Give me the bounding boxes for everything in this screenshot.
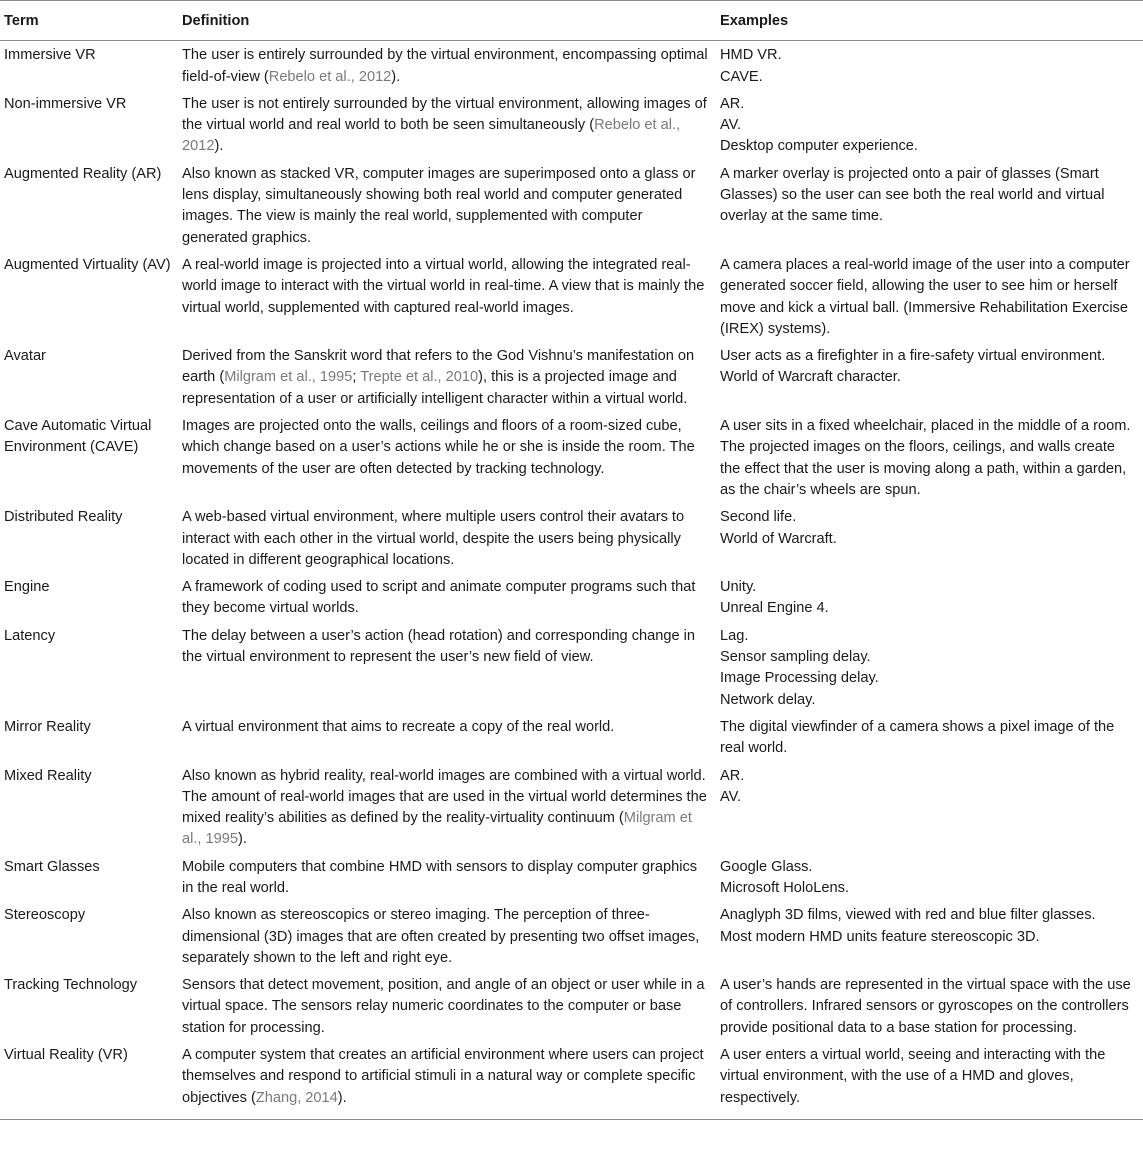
definition-text: A web-based virtual environment, where multiple users control their avatars to interact with each other in the virtual world, despite the users being physically located in different geographical locations. [182,509,685,568]
table-row [0,713,1143,762]
definition-text: Sensors that detect movement, position, and angle of an object or user while in a virtual space. The sensors relay numeric coordinates to the computer or base station for processing. [182,977,705,1036]
term-cell [0,503,178,573]
example-item: Sensor sampling delay. [720,649,871,666]
definition-cell [178,1041,716,1119]
definition-text: A virtual environment that aims to recreate a copy of the real world. [182,718,615,735]
header-row [0,1,1143,41]
definition-cell [178,573,716,622]
citation-link[interactable]: Zhang, 2014 [255,1089,338,1106]
term-cell [0,901,178,971]
term-text: Mirror Reality [4,718,91,735]
examples-cell [716,573,1143,622]
table-row [0,762,1143,853]
example-item: A camera places a real-world image of the user into a computer generated soccer field, allowing the user to see him or herself move and kick a virtual ball. (Immersive Rehabilitation Exercise (IREX) systems). [720,256,1130,337]
example-item: Lag. [720,627,749,644]
example-item: Desktop computer experience. [720,138,918,155]
table-row [0,503,1143,573]
definition-text: ). [391,68,401,85]
table-row [0,971,1143,1041]
definition-text: Also known as stacked VR, computer images are superimposed onto a glass or lens display, simultaneously showing both real world and computer generated images. The view is mainly the real world, supplemented with computer generated graphics. [182,165,696,246]
examples-cell [716,503,1143,573]
examples-cell [716,41,1143,90]
definition-cell [178,503,716,573]
example-item: User acts as a firefighter in a fire-safety virtual environment. [720,348,1106,365]
example-item: A user’s hands are represented in the virtual space with the use of controllers. Infrared sensors or gyroscopes on the controllers provide positional data to a base station for processing. [720,977,1131,1036]
table-row [0,1041,1143,1119]
examples-cell [716,251,1143,342]
definition-text: The user is not entirely surrounded by the virtual environment, allowing images of the virtual world and real world to both be seen simultaneously ( [182,95,707,134]
examples-cell [716,853,1143,902]
definition-cell [178,971,716,1041]
example-item: World of Warcraft character. [720,369,901,386]
example-item: CAVE. [720,68,763,85]
term-text: Augmented Reality (AR) [4,165,162,182]
term-cell [0,622,178,713]
definition-text: ; [352,369,361,386]
definition-cell [178,901,716,971]
example-item: AR. [720,95,745,112]
example-item: The digital viewfinder of a camera shows a pixel image of the real world. [720,718,1115,757]
table-body [0,41,1143,1120]
example-item: World of Warcraft. [720,530,837,547]
term-text: Mixed Reality [4,767,92,784]
example-item: Image Processing delay. [720,670,879,687]
table-row [0,160,1143,251]
term-cell [0,90,178,160]
example-item: AV. [720,117,742,134]
header-definition: Definition [178,1,716,41]
table-row [0,251,1143,342]
definition-text: ). [214,138,224,155]
examples-cell [716,762,1143,853]
examples-cell [716,971,1143,1041]
table-row [0,342,1143,412]
definition-cell [178,160,716,251]
examples-cell [716,90,1143,160]
term-text: Engine [4,579,50,596]
example-item: Google Glass. [720,858,813,875]
example-item: Unreal Engine 4. [720,600,829,617]
term-cell [0,971,178,1041]
term-cell [0,762,178,853]
definition-text: A computer system that creates an artificial environment where users can project themselves and respond to artificial stimuli in a natural way or complete specific objectives ( [182,1047,704,1106]
term-text: Augmented Virtuality (AV) [4,256,171,273]
table-row [0,901,1143,971]
definition-cell [178,251,716,342]
term-text: Distributed Reality [4,509,123,526]
table-row [0,412,1143,503]
definition-text: A framework of coding used to script and animate computer programs such that they become virtual worlds. [182,579,696,617]
citation-link[interactable]: Milgram et al., 1995 [224,369,353,386]
term-text: Immersive VR [4,47,96,64]
term-cell [0,713,178,762]
definition-cell [178,853,716,902]
definition-text: ). [337,1089,347,1106]
table-row [0,90,1143,160]
example-item: AV. [720,788,742,805]
examples-cell [716,622,1143,713]
header-examples: Examples [716,1,1143,41]
citation-link[interactable]: Trepte et al., 2010 [360,369,479,386]
examples-cell [716,1041,1143,1119]
table-row [0,853,1143,902]
definition-text: Images are projected onto the walls, ceilings and floors of a room-sized cube, which change based on a user’s actions while he or she is inside the room. The movements of the user are often detected by tracking technology. [182,418,695,477]
examples-cell [716,713,1143,762]
examples-cell [716,342,1143,412]
example-item: A marker overlay is projected onto a pair of glasses (Smart Glasses) so the user can see both the real world and virtual overlay at the same time. [720,165,1105,225]
term-text: Stereoscopy [4,907,86,924]
definition-cell [178,41,716,90]
definition-text: The user is entirely surrounded by the virtual environment, encompassing optimal field-of-view ( [182,47,708,85]
definition-cell [178,342,716,412]
example-item: Microsoft HoloLens. [720,879,849,896]
term-cell [0,160,178,251]
example-item: A user enters a virtual world, seeing and interacting with the virtual environment, with the use of a HMD and gloves, respectively. [720,1047,1106,1106]
example-item: Network delay. [720,691,816,708]
term-text: Latency [4,627,56,644]
example-item: Unity. [720,579,757,596]
term-cell [0,41,178,90]
table-row [0,573,1143,622]
term-text: Smart Glasses [4,858,100,875]
definition-text: The delay between a user’s action (head rotation) and corresponding change in the virtual environment to represent the user’s new field of view. [182,627,696,666]
definition-cell [178,412,716,503]
term-cell [0,1041,178,1119]
definition-text: Also known as stereoscopics or stereo imaging. The perception of three-dimensional (3D) images that are often created by presenting two offset images, separately shown to the left and right eye. [182,907,700,966]
term-text: Virtual Reality (VR) [4,1047,128,1064]
citation-link[interactable]: Rebelo et al., 2012 [182,117,681,155]
table-header [0,1,1143,41]
term-cell [0,342,178,412]
examples-cell [716,901,1143,971]
example-item: AR. [720,767,745,784]
table-row [0,622,1143,713]
table-row [0,41,1143,90]
definition-text: Derived from the Sanskrit word that refers to the God Vishnu’s manifestation on earth ( [182,348,695,386]
definition-cell [178,622,716,713]
citation-link[interactable]: Rebelo et al., 2012 [268,68,392,85]
term-cell [0,573,178,622]
example-item: A user sits in a fixed wheelchair, placed in the middle of a room. The projected images on the floors, ceilings, and walls create the effect that the user is moving along a path, within a garden, as the chair’s wheels are spun. [720,418,1131,498]
definition-text: Mobile computers that combine HMD with sensors to display computer graphics in the real world. [182,858,698,896]
examples-cell [716,160,1143,251]
definition-text: ). [238,831,247,848]
examples-cell [716,412,1143,503]
example-item: Anaglyph 3D films, viewed with red and blue filter glasses. [720,907,1096,924]
citation-link[interactable]: Milgram et al., 1995 [182,810,692,848]
definition-text: A real-world image is projected into a virtual world, allowing the integrated real-world image to interact with the virtual world in real-time. A view that is mainly the virtual world, supplemented with captured real-world images. [182,256,705,316]
definition-cell [178,713,716,762]
example-item: Second life. [720,509,797,526]
term-text: Tracking Technology [4,977,138,994]
term-cell [0,412,178,503]
term-cell [0,251,178,342]
example-item: HMD VR. [720,47,782,64]
header-term: Term [0,1,178,41]
term-text: Cave Automatic Virtual Environment (CAVE) [4,418,152,456]
definition-cell [178,90,716,160]
term-text: Avatar [4,348,46,365]
example-item: Most modern HMD units feature stereoscopic 3D. [720,928,1040,945]
definition-text: ), this is a projected image and representation of a user or artificially intelligent character within a virtual world. [182,369,688,407]
definition-text: Also known as hybrid reality, real-world images are combined with a virtual world. The amount of real-world images that are used in the virtual world determines the mixed reality’s abilities as defined by the reality-virtuality continuum ( [182,767,707,827]
definition-cell [178,762,716,853]
term-cell [0,853,178,902]
term-text: Non-immersive VR [4,95,127,112]
